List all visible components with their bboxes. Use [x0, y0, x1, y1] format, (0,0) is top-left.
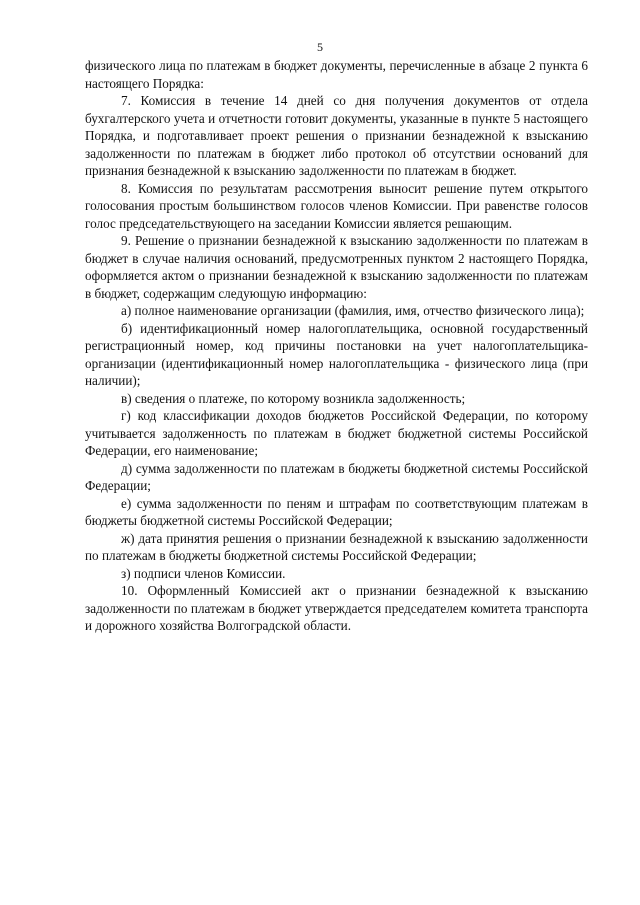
list-item-e: е) сумма задолженности по пеням и штрафам по соответствующим платежам в бюджеты бюджетной системы Российской Федерации;: [85, 495, 588, 528]
paragraph-7: 7. Комиссия в течение 14 дней со дня получения документов от отдела бухгалтерского учета и отчетности готовит документы, указанные в пункте 5 настоящего Порядка, и подготавливает проект решения о признании безнадежной к взысканию задолженности по платежам в бюджет либо протокол об отсутствии оснований для признания безнадежной к взысканию задолженности по платежам в бюджет.: [85, 93, 588, 178]
paragraph-continuation: физического лица по платежам в бюджет документы, перечисленные в абзаце 2 пункта 6 настоящего Порядка:: [85, 58, 588, 91]
paragraph-8: 8. Комиссия по результатам рассмотрения выносит решение путем открытого голосования простым большинством голосов членов Комиссии. При равенстве голосов голос председательствующего на заседании Комиссии является решающим.: [85, 180, 588, 231]
list-item-g: г) код классификации доходов бюджетов Российской Федерации, по которому учитывается задолженность по платежам в бюджет бюджетной системы Российской Федерации, его наименование;: [85, 408, 588, 458]
list-item-z: з) подписи членов Комиссии.: [121, 565, 286, 581]
page-number: 5: [317, 40, 323, 54]
paragraph-10: 10. Оформленный Комиссией акт о признании безнадежной к взысканию задолженности по платежам в бюджет утверждается председателем комитета транспорта и дорожного хозяйства Волгоградской области.: [85, 583, 588, 633]
list-item-a: а) полное наименование организации (фамилия, имя, отчество физического лица);: [121, 303, 585, 318]
paragraph-9: 9. Решение о признании безнадежной к взысканию задолженности по платежам в бюджет в случае наличия оснований, предусмотренных пунктом 2 настоящего Порядка, оформляется актом о признании безнадежной к взысканию задолженности по платежам в бюджет, содержащим следующую информацию:: [85, 233, 588, 301]
list-item-v: в) сведения о платеже, по которому возникла задолженность;: [121, 390, 466, 406]
list-item-b: б) идентификационный номер налогоплательщика, основной государственный регистрационный номер, код причины постановки на учет налогоплательщика-организации (идентификационный номер налогоплательщика - физического лица (при наличии);: [85, 320, 588, 388]
document-body: [85, 57, 588, 635]
list-item-d: д) сумма задолженности по платежам в бюджеты бюджетной системы Российской Федерации;: [85, 460, 588, 493]
list-item-zh: ж) дата принятия решения о признании безнадежной к взысканию задолженности по платежам в бюджеты бюджетной системы Российской Федерации;: [85, 530, 588, 563]
